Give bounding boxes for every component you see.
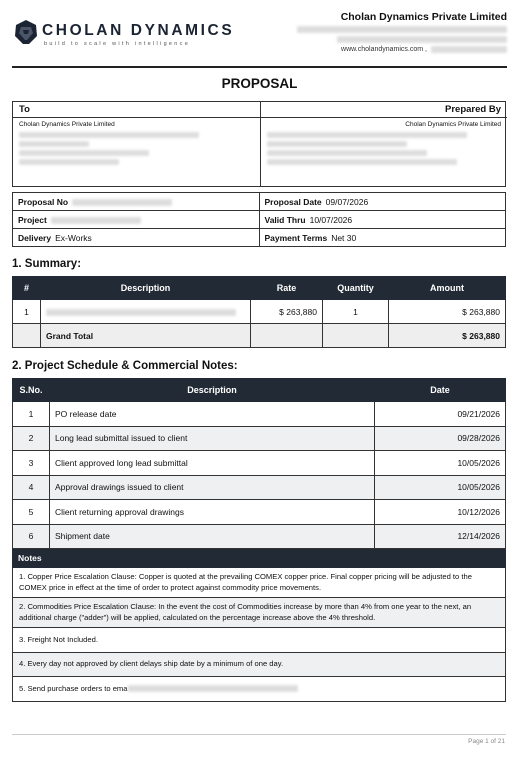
col-header-quantity: Quantity [323, 277, 389, 300]
schedule-heading: 2. Project Schedule & Commercial Notes: [12, 360, 238, 372]
row-sno: 5 [13, 500, 50, 525]
schedule-table [12, 378, 506, 702]
redacted-address-line [297, 26, 507, 33]
row-sno: 1 [13, 402, 50, 427]
party-info-box [12, 101, 506, 187]
redacted-email [128, 685, 298, 692]
to-label: To [13, 102, 260, 118]
notes-label: Notes [13, 549, 506, 568]
row-date: 10/05/2026 [375, 451, 506, 476]
row-date: 09/28/2026 [375, 426, 506, 451]
payment-terms-value: Net 30 [331, 232, 357, 243]
note-text: 1. Copper Price Escalation Clause: Copper is quoted at the prevailing COMEX copper price. Final copper pricing will be adjusted to the COMEX price in effect at the time of order to protect against commodity price movements. [13, 568, 506, 598]
table-row [13, 300, 506, 324]
col-header-rate: Rate [251, 277, 323, 300]
to-section [13, 102, 261, 186]
note-item [13, 598, 506, 628]
row-sno: 3 [13, 451, 50, 476]
document-title: PROPOSAL [221, 76, 298, 91]
grand-total-label: Grand Total [41, 324, 251, 348]
row-rate: $ 263,880 [251, 300, 323, 324]
logo-wordmark: CHOLAN DYNAMICS [42, 22, 235, 39]
table-row [13, 524, 506, 549]
note-item [13, 628, 506, 653]
row-sno: 2 [13, 426, 50, 451]
row-description: Approval drawings issued to client [50, 475, 375, 500]
col-header-sno: S.No. [13, 379, 50, 402]
note-item [13, 677, 506, 702]
note-text: 2. Commodities Price Escalation Clause: In the event the cost of Commodities increase by more than 4% from one year to the next, an additional charge ("adder") will be applied, calculated on the percentage increase above the 4% threshold. [13, 598, 506, 628]
row-number: 1 [13, 300, 41, 324]
row-date: 12/14/2026 [375, 524, 506, 549]
row-description: Shipment date [50, 524, 375, 549]
company-logo [12, 18, 235, 58]
note-item-email [13, 677, 506, 702]
row-date: 10/05/2026 [375, 475, 506, 500]
row-description: Long lead submittal issued to client [50, 426, 375, 451]
row-description: Client returning approval drawings [50, 500, 375, 525]
row-amount: $ 263,880 [389, 300, 506, 324]
delivery-cell [13, 229, 260, 247]
summary-header-row [13, 277, 506, 300]
proposal-date-value: 09/07/2026 [325, 196, 369, 207]
note-text: 5. Send purchase orders to ema [19, 683, 128, 693]
to-company-name: Cholan Dynamics Private Limited [19, 121, 115, 128]
proposal-date-label: Proposal Date [264, 196, 322, 207]
notes-header-row [13, 549, 506, 568]
table-row [13, 451, 506, 476]
col-header-amount: Amount [389, 277, 506, 300]
row-sno: 4 [13, 475, 50, 500]
prepared-by-company-name: Cholan Dynamics Private Limited [405, 121, 501, 128]
payment-terms-label: Payment Terms [264, 232, 328, 243]
valid-thru-label: Valid Thru [264, 214, 306, 225]
grand-total-empty-cell [323, 324, 389, 348]
valid-thru-value: 10/07/2026 [309, 214, 353, 225]
row-date: 09/21/2026 [375, 402, 506, 427]
delivery-value: Ex-Works [55, 232, 92, 243]
project-cell [13, 211, 260, 229]
grand-total-value: $ 263,880 [389, 324, 506, 348]
note-text: 4. Every day not approved by client delays ship date by a minimum of one day. [13, 652, 506, 677]
redacted-description [46, 309, 236, 316]
proposal-no-cell [13, 193, 260, 211]
row-sno: 6 [13, 524, 50, 549]
grand-total-empty-cell [13, 324, 41, 348]
redacted-email [431, 46, 507, 53]
redacted-proposal-no [72, 199, 172, 206]
proposal-date-cell [259, 193, 506, 211]
project-label: Project [18, 214, 47, 225]
row-quantity: 1 [323, 300, 389, 324]
row-description: PO release date [50, 402, 375, 427]
summary-table [12, 276, 506, 348]
grand-total-empty-cell [251, 324, 323, 348]
lion-logo-icon [12, 18, 40, 46]
note-item [13, 652, 506, 677]
grand-total-row [13, 324, 506, 348]
proposal-meta-table [12, 192, 506, 247]
prepared-by-redacted-address [261, 132, 507, 165]
header-divider [12, 66, 507, 68]
redacted-address-line [337, 36, 507, 43]
note-text: 3. Freight Not Included. [13, 628, 506, 653]
col-header-description: Description [41, 277, 251, 300]
proposal-no-label: Proposal No [18, 196, 69, 207]
page-number: Page 1 of 21 [468, 738, 505, 745]
document-header [12, 8, 507, 66]
note-item [13, 568, 506, 598]
table-row [13, 402, 506, 427]
prepared-by-label: Prepared By [261, 102, 507, 118]
table-row [13, 475, 506, 500]
valid-thru-cell [259, 211, 506, 229]
footer-divider [12, 734, 506, 735]
table-row [13, 426, 506, 451]
company-website: www.cholandynamics.com , [341, 46, 427, 53]
col-header-number: # [13, 277, 41, 300]
row-date: 10/12/2026 [375, 500, 506, 525]
schedule-header-row [13, 379, 506, 402]
row-description: Client approved long lead submittal [50, 451, 375, 476]
payment-terms-cell [259, 229, 506, 247]
delivery-label: Delivery [18, 232, 52, 243]
logo-tagline: build to scale with intelligence [44, 41, 191, 47]
prepared-by-section [261, 102, 507, 186]
row-description [41, 300, 251, 324]
redacted-project-name [51, 217, 141, 224]
to-redacted-address [13, 132, 260, 165]
summary-heading: 1. Summary: [12, 258, 82, 270]
company-name: Cholan Dynamics Private Limited [340, 11, 507, 23]
col-header-date: Date [375, 379, 506, 402]
table-row [13, 500, 506, 525]
col-header-description: Description [50, 379, 375, 402]
